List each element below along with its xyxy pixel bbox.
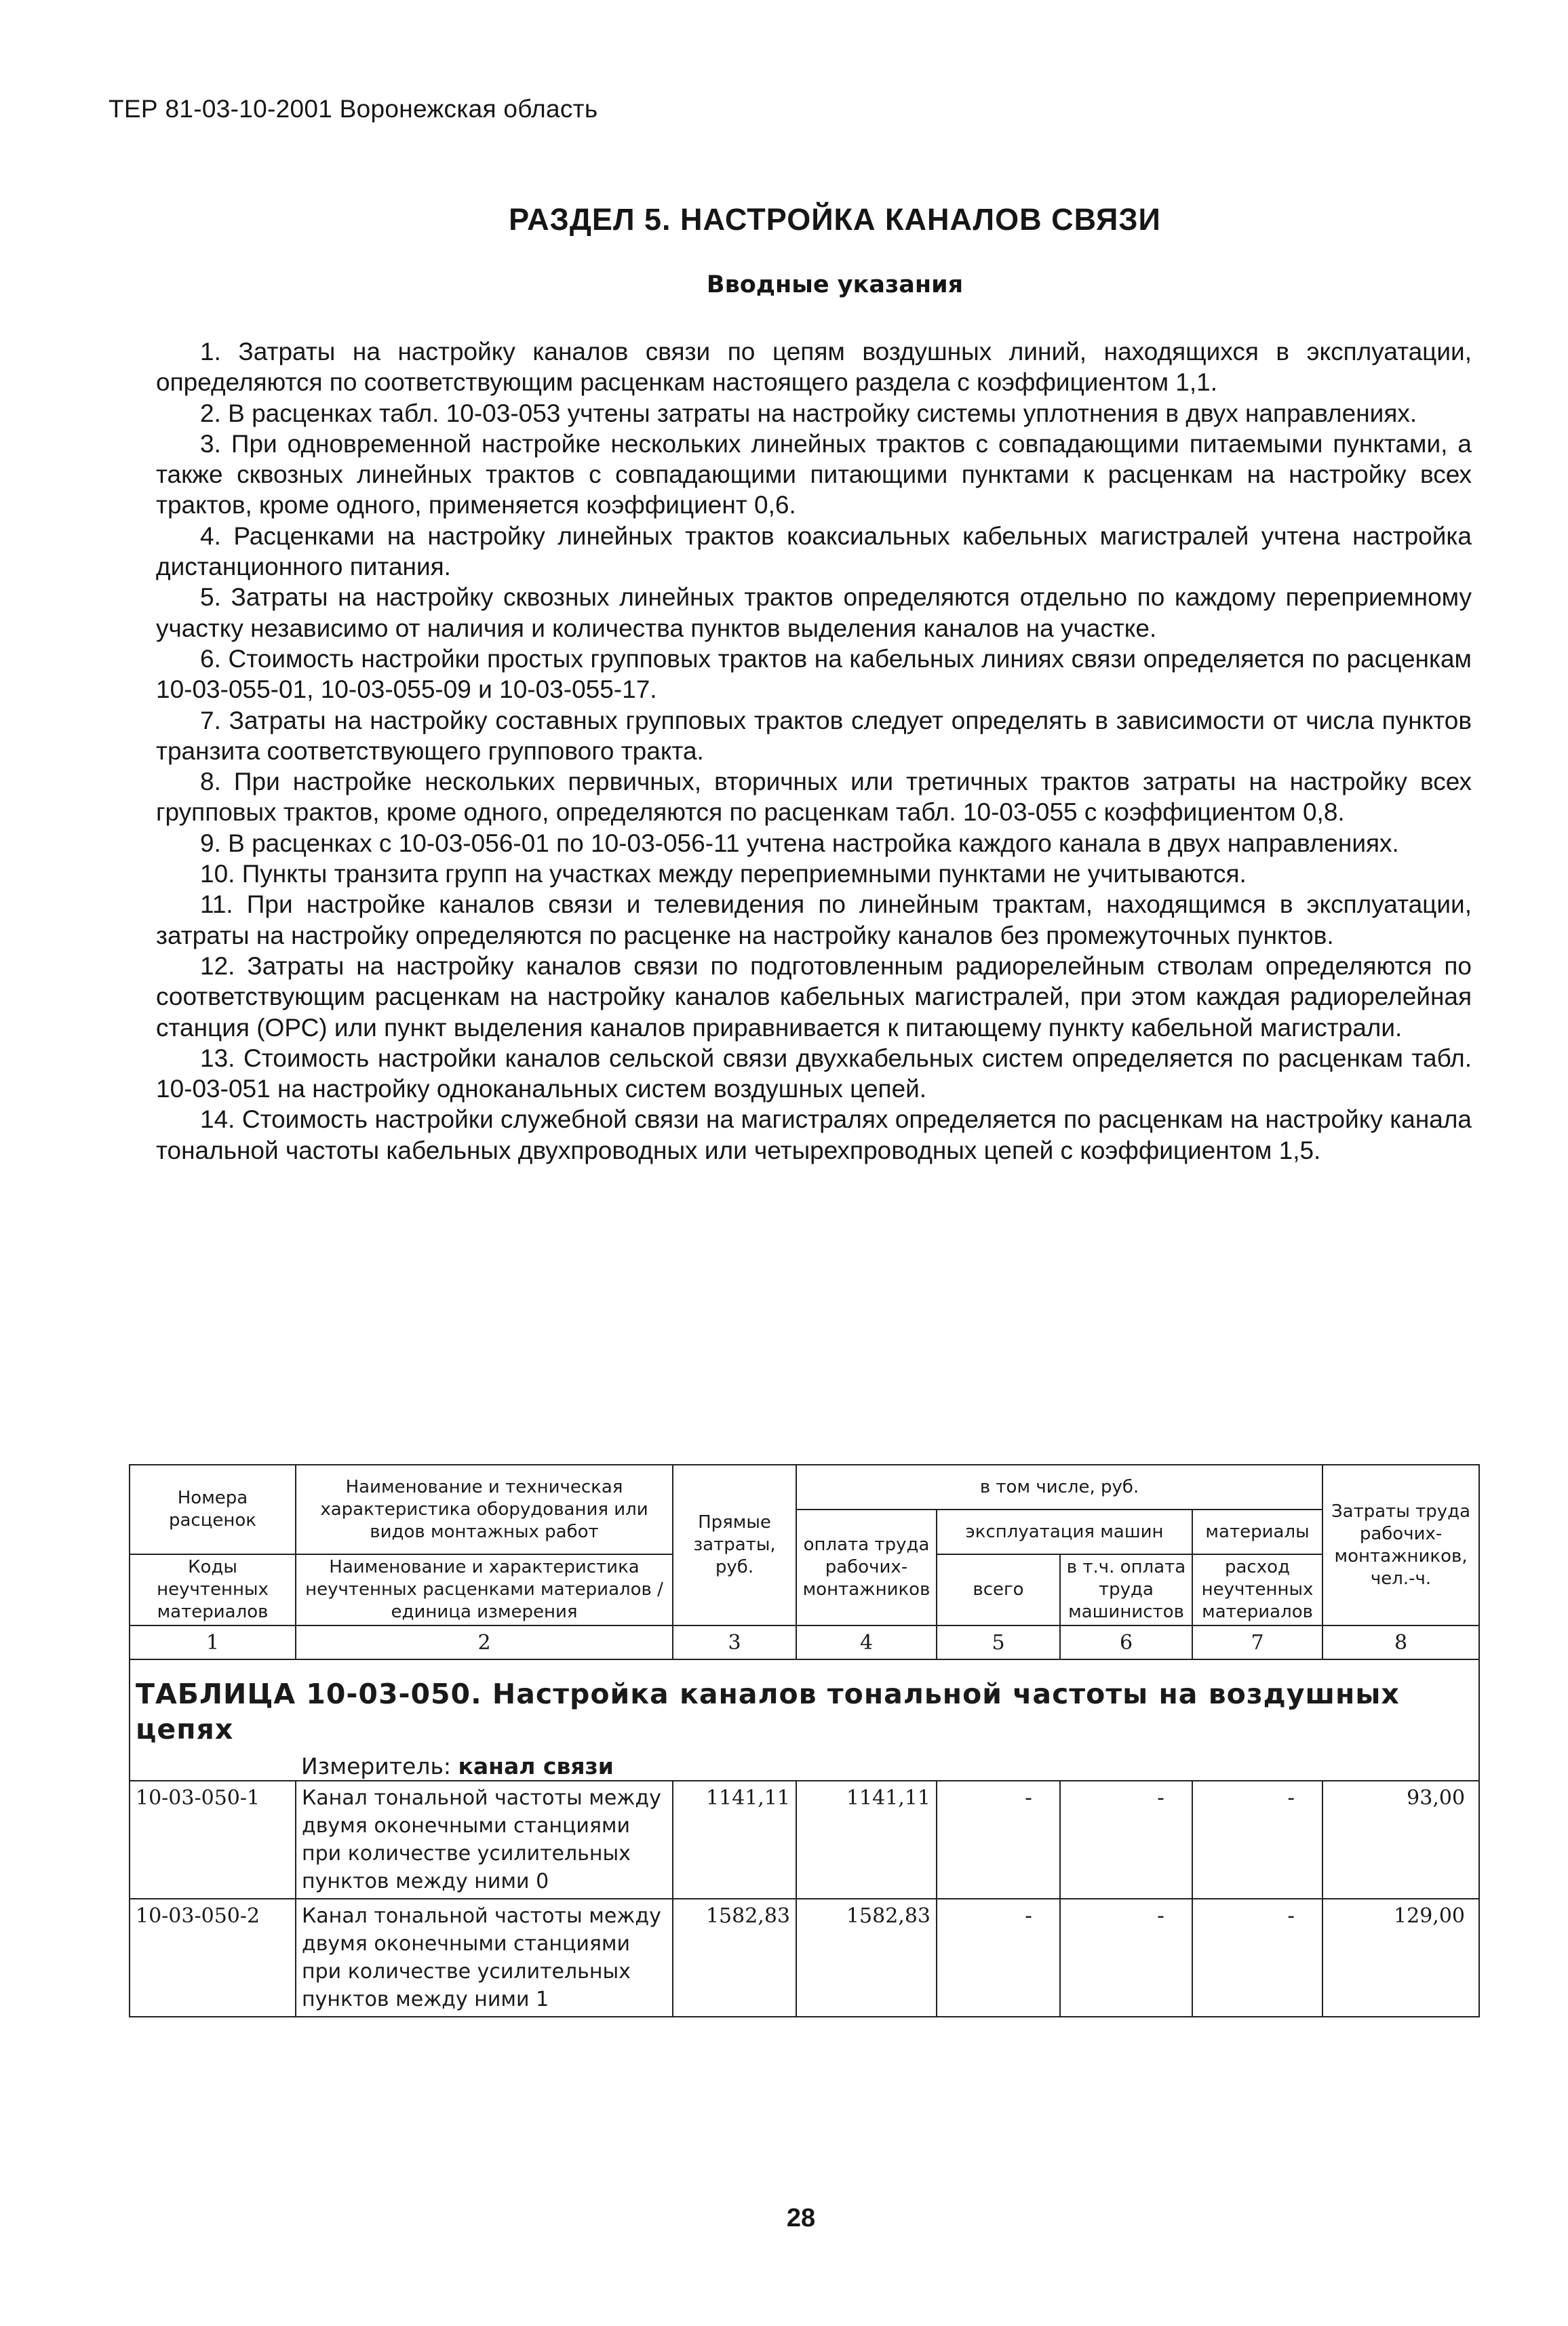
- paragraph: 9. В расценках с 10-03-056-01 по 10-03-056-11 учтена настройка каждого канала в двух направлениях.: [200, 829, 1399, 857]
- table-caption-row: [130, 1659, 1479, 1751]
- header-machine-operation: эксплуатация машин: [937, 1510, 1192, 1554]
- header-material-name: Наименование и характеристика неучтенных расценками материалов / единица измерения: [296, 1554, 673, 1625]
- materials: -: [1192, 1899, 1322, 2017]
- page-header: ТЕР 81-03-10-2001 Воронежская область: [109, 95, 598, 123]
- column-number: 5: [937, 1625, 1060, 1659]
- direct-costs: 1582,83: [673, 1899, 796, 2017]
- paragraph: 4. Расценками на настройку линейных трактов коаксиальных кабельных магистралей учтена настройка дистанционного питания.: [156, 521, 1472, 581]
- header-driver-pay: в т.ч. оплата труда машинистов: [1060, 1554, 1192, 1625]
- column-number: 2: [296, 1625, 673, 1659]
- column-number: 6: [1060, 1625, 1192, 1659]
- rate-name: Канал тональной частоты между двумя оконечными станциями при количестве усилительных пунктов между ними 1: [296, 1899, 673, 2017]
- intro-title: Вводные указания: [706, 271, 964, 298]
- column-number: 4: [796, 1625, 937, 1659]
- column-number-row: [130, 1625, 1479, 1659]
- paragraph: 14. Стоимость настройки служебной связи на магистралях определяется по расценкам на настройку канала тональной частоты кабельных двухпроводных или четырехпроводных цепей с коэффициентом 1,5.: [156, 1105, 1472, 1164]
- section-title: РАЗДЕЛ 5. НАСТРОЙКА КАНАЛОВ СВЯЗИ: [509, 202, 1161, 237]
- worker-pay: 1141,11: [796, 1781, 937, 1899]
- driver-pay: -: [1060, 1899, 1192, 2017]
- rate-code: 10-03-050-1: [130, 1781, 296, 1899]
- rate-name: Канал тональной частоты между двумя оконечными станциями при количестве усилительных пунктов между ними 0: [296, 1781, 673, 1899]
- page-number: 28: [786, 2204, 816, 2232]
- paragraph: 8. При настройке нескольких первичных, вторичных или третичных трактов затраты на настройку всех групповых трактов, кроме одного, определяются по расценкам табл. 10-03-055 с коэффициентом 0,8.: [156, 768, 1472, 827]
- header-worker-pay: оплата труда рабочих-монтажников: [796, 1510, 937, 1625]
- labor-costs: 93,00: [1322, 1781, 1479, 1899]
- machine-total: -: [937, 1899, 1060, 2017]
- header-material-codes: Коды неучтенных материалов: [130, 1554, 296, 1625]
- table-caption: ТАБЛИЦА 10-03-050. Настройка каналов тональной частоты на воздушных цепях: [136, 1678, 1400, 1746]
- paragraph: 3. При одновременной настройке нескольких линейных трактов с совпадающими питаемыми пунктами, а также сквозных линейных трактов с совпадающими питающими пунктами к расценкам на настройку всех трактов, кроме одного, применяется коэффициент 0,6.: [156, 429, 1472, 519]
- paragraph: 5. Затраты на настройку сквозных линейных трактов определяются отдельно по каждому переприемному участку независимо от наличия и количества пунктов выделения каналов на участке.: [156, 583, 1472, 642]
- measure-label: Измеритель:: [301, 1753, 452, 1779]
- direct-costs: 1141,11: [673, 1781, 796, 1899]
- rates-table: [129, 1464, 1480, 2017]
- header-rate-numbers: Номера расценок: [130, 1465, 296, 1554]
- intro-paragraphs: [156, 336, 1472, 1166]
- paragraph: 11. При настройке каналов связи и телевидения по линейным трактам, находящимся в эксплуатации, затраты на настройку определяются по расценке на настройку каналов без промежуточных пунктов.: [156, 890, 1472, 949]
- table-header-row: [130, 1465, 1479, 1510]
- paragraph: 2. В расценках табл. 10-03-053 учтены затраты на настройку системы уплотнения в двух направлениях.: [200, 399, 1417, 427]
- measure-value: канал связи: [458, 1753, 614, 1779]
- table-row: [130, 1781, 1479, 1899]
- header-name-spec: Наименование и техническая характеристика оборудования или видов монтажных работ: [296, 1465, 673, 1554]
- table-row: [130, 1899, 1479, 2017]
- measure-row: [130, 1751, 1479, 1781]
- worker-pay: 1582,83: [796, 1899, 937, 2017]
- paragraph: 12. Затраты на настройку каналов связи по подготовленным радиорелейным стволам определяются по соответствующим расценкам на настройку каналов кабельных магистралей, при этом каждая радиорелейная станция (ОРС) или пункт выделения каналов приравнивается к питающему пункту кабельной магистрали.: [156, 951, 1472, 1042]
- header-material-consumption: расход неучтенных материалов: [1192, 1554, 1322, 1625]
- header-labor-costs: Затраты труда рабочих-монтажников, чел.-ч.: [1322, 1465, 1479, 1625]
- header-direct-costs: Прямые затраты, руб.: [673, 1465, 796, 1625]
- column-number: 7: [1192, 1625, 1322, 1659]
- header-including: в том числе, руб.: [796, 1465, 1322, 1510]
- column-number: 8: [1322, 1625, 1479, 1659]
- materials: -: [1192, 1781, 1322, 1899]
- labor-costs: 129,00: [1322, 1899, 1479, 2017]
- paragraph: 13. Стоимость настройки каналов сельской связи двухкабельных систем определяется по расценкам табл. 10-03-051 на настройку одноканальных систем воздушных цепей.: [156, 1044, 1472, 1103]
- header-materials: материалы: [1192, 1510, 1322, 1554]
- paragraph: 7. Затраты на настройку составных групповых трактов следует определять в зависимости от числа пунктов транзита соответствующего группового тракта.: [156, 706, 1472, 765]
- paragraph: 1. Затраты на настройку каналов связи по цепям воздушных линий, находящихся в эксплуатации, определяются по соответствующим расценкам настоящего раздела с коэффициентом 1,1.: [156, 338, 1472, 397]
- paragraph: 10. Пункты транзита групп на участках между переприемными пунктами не учитываются.: [200, 860, 1247, 888]
- column-number: 3: [673, 1625, 796, 1659]
- paragraph: 6. Стоимость настройки простых групповых трактов на кабельных линиях связи определяется по расценкам 10-03-055-01, 10-03-055-09 и 10-03-055-17.: [156, 644, 1472, 704]
- header-total: всего: [937, 1554, 1060, 1625]
- column-number: 1: [130, 1625, 296, 1659]
- driver-pay: -: [1060, 1781, 1192, 1899]
- machine-total: -: [937, 1781, 1060, 1899]
- rate-code: 10-03-050-2: [130, 1899, 296, 2017]
